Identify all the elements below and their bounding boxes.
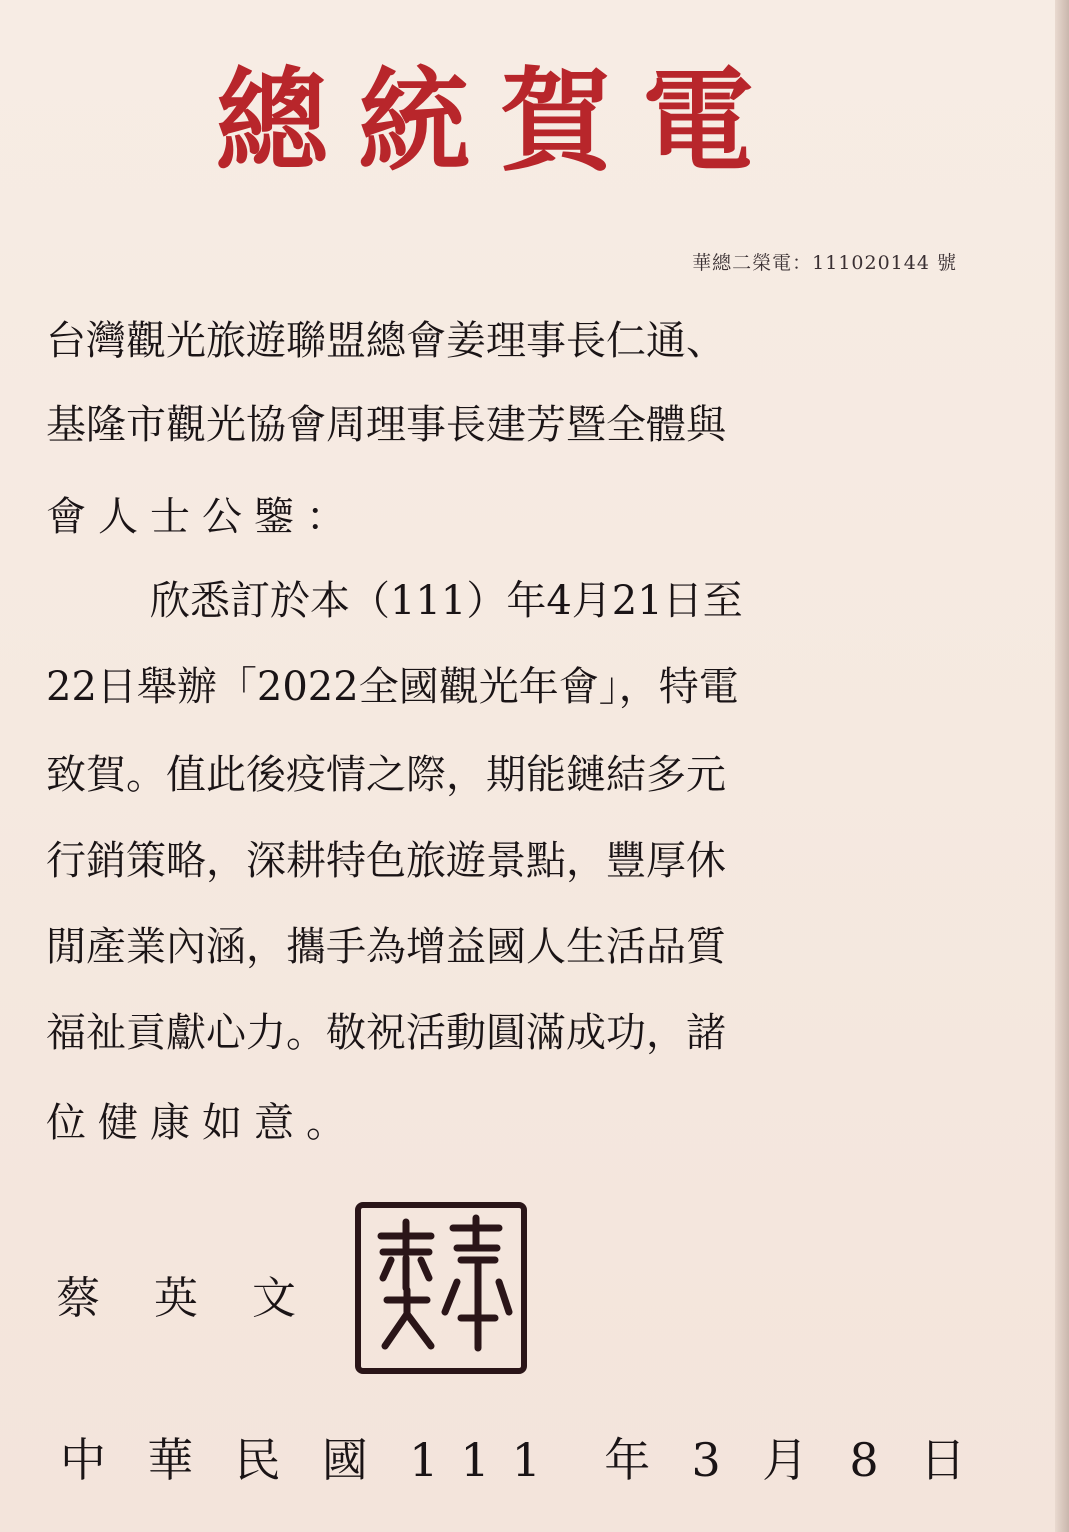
date-part: 華 [147, 1433, 194, 1487]
body-line-3: 致賀。值此後疫情之際，期能鏈結多元 [46, 752, 726, 798]
date-part: 月 [762, 1433, 809, 1487]
issue-date [60, 1425, 966, 1495]
body-line-2: 22日舉辦「2022全國觀光年會」，特電 [46, 664, 739, 710]
signature-name: 蔡英文 [56, 1273, 350, 1324]
body-line-6: 福祉貢獻心力。敬祝活動圓滿成功，諸 [46, 1010, 726, 1056]
date-part: 中 [60, 1433, 106, 1487]
addressee-line-2: 基隆市觀光協會周理事長建芳暨全體與 [46, 402, 726, 448]
date-part: 民 [234, 1433, 281, 1487]
body-line-4: 行銷策略，深耕特色旅遊景點，豐厚休 [46, 838, 726, 884]
addressee-line-1: 台灣觀光旅遊聯盟總會姜理事長仁通、 [46, 318, 726, 364]
page-edge-shadow [1055, 0, 1069, 1532]
addressee-line-3: 會人士公鑒： [46, 494, 358, 540]
reference-number: 華總二榮電：111020144 號 [692, 252, 957, 274]
seal-icon [361, 1208, 521, 1368]
date-year: 111 [409, 1433, 563, 1487]
body-line-1: 欣悉訂於本（111）年4月21日至 [150, 578, 743, 624]
presidential-seal [355, 1202, 527, 1374]
date-part: 年 [604, 1433, 651, 1487]
body-line-5: 閒產業內涵，攜手為增益國人生活品質 [46, 924, 726, 970]
date-part: 日 [919, 1433, 966, 1487]
body-line-7: 位健康如意。 [46, 1100, 358, 1146]
date-month: 3 [691, 1433, 721, 1487]
document-title: 總統賀電 [216, 56, 784, 187]
date-part: 國 [321, 1433, 368, 1487]
date-day: 8 [849, 1433, 879, 1487]
